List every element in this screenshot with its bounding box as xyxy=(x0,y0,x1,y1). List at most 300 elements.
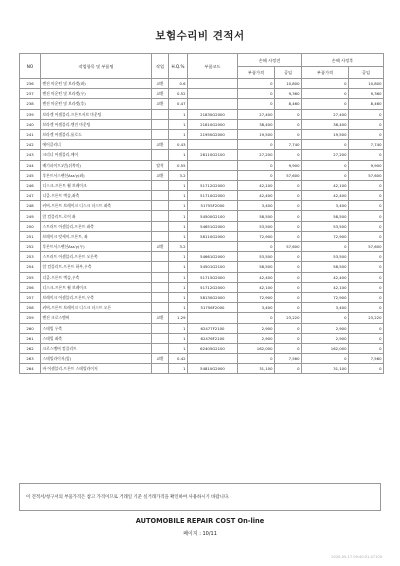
row-no-cell: 246 xyxy=(20,180,41,190)
hqs-cell: 1 xyxy=(169,292,188,302)
hqs-cell: 1 xyxy=(169,129,188,139)
work-type-cell: 교환 xyxy=(152,242,169,252)
labor-after-cell: 7,560 xyxy=(349,354,384,364)
header-parts-price-after: 부품가격 xyxy=(302,67,349,79)
work-type-cell xyxy=(152,109,169,119)
table-row xyxy=(20,282,384,292)
work-type-cell xyxy=(152,262,169,272)
table-row xyxy=(20,140,384,150)
table-row xyxy=(20,160,384,170)
parts-price-after-cell: 0 xyxy=(302,89,349,99)
labor-after-cell: 0 xyxy=(349,180,384,190)
hqs-cell: 1 xyxy=(169,364,188,374)
table-row xyxy=(20,191,384,201)
row-no-cell: 240 xyxy=(20,119,41,129)
parts-price-after-cell: 0 xyxy=(302,170,349,180)
labor-after-cell: 10,800 xyxy=(349,79,384,89)
item-name-cell: 브레이크 앗세이-프론트, 좌 xyxy=(41,231,152,241)
table-row xyxy=(20,150,384,160)
parts-price-after-cell: 53,500 xyxy=(302,252,349,262)
labor-after-cell: 0 xyxy=(349,364,384,374)
labor-before-cell: 0 xyxy=(275,272,302,282)
hqs-cell: 0.47 xyxy=(169,99,188,109)
document-title: 보험수리비 견적서 xyxy=(155,30,245,42)
work-type-cell: 교환 xyxy=(152,354,169,364)
part-code-cell xyxy=(188,354,238,364)
part-code-cell: 58110G2000 xyxy=(188,231,238,241)
labor-before-cell: 0 xyxy=(275,333,302,343)
row-no-cell: 245 xyxy=(20,170,41,180)
row-no-cell: 244 xyxy=(20,160,41,170)
header-labor-after: 공임 xyxy=(349,67,384,79)
item-name-cell: 커버-프론트 브레이크 디스크 더스트 오른 xyxy=(41,303,152,313)
labor-after-cell: 0 xyxy=(349,150,384,160)
work-type-cell xyxy=(152,343,169,353)
part-code-cell: 54810G2000 xyxy=(188,364,238,374)
labor-after-cell: 8,460 xyxy=(349,99,384,109)
hqs-cell: 1 xyxy=(169,282,188,292)
table-row xyxy=(20,129,384,139)
labor-before-cell: 0 xyxy=(275,150,302,160)
estimate-table xyxy=(19,53,384,374)
labor-before-cell: 7,740 xyxy=(275,140,302,150)
labor-before-cell: 0 xyxy=(275,119,302,129)
part-code-cell: 62405G2100 xyxy=(188,343,238,353)
hqs-cell: 1 xyxy=(169,150,188,160)
work-type-cell: 교환 xyxy=(152,79,169,89)
table-row xyxy=(20,252,384,262)
labor-before-cell: 0 xyxy=(275,191,302,201)
parts-price-after-cell: 19,500 xyxy=(302,129,349,139)
parts-price-after-cell: 58,500 xyxy=(302,211,349,221)
item-name-cell: 암 컴플리트-로어 좌 xyxy=(41,211,152,221)
labor-after-cell: 57,600 xyxy=(349,170,384,180)
table-row xyxy=(20,211,384,221)
part-code-cell xyxy=(188,170,238,180)
labor-before-cell: 0 xyxy=(275,180,302,190)
parts-price-before-cell: 0 xyxy=(238,242,275,252)
table-row xyxy=(20,221,384,231)
parts-price-before-cell: 27,200 xyxy=(238,150,275,160)
row-no-cell: 250 xyxy=(20,221,41,231)
item-name-cell: 너클-프론트 액슬,우측 xyxy=(41,272,152,282)
table-row xyxy=(20,343,384,353)
work-type-cell xyxy=(152,292,169,302)
labor-before-cell: 0 xyxy=(275,343,302,353)
row-no-cell: 239 xyxy=(20,109,41,119)
part-code-cell: 21810G2000 xyxy=(188,119,238,129)
parts-price-after-cell: 3,400 xyxy=(302,303,349,313)
item-name-cell: 크로스멤버 컴플리트 xyxy=(41,343,152,353)
table-row xyxy=(20,333,384,343)
work-type-cell xyxy=(152,221,169,231)
row-no-cell: 260 xyxy=(20,323,41,333)
parts-price-before-cell: 38,400 xyxy=(238,119,275,129)
labor-before-cell: 10,800 xyxy=(275,79,302,89)
parts-price-after-cell: 2,900 xyxy=(302,323,349,333)
parts-price-before-cell: 42,100 xyxy=(238,180,275,190)
labor-before-cell: 23,220 xyxy=(275,313,302,323)
parts-price-before-cell: 72,900 xyxy=(238,231,275,241)
parts-price-after-cell: 0 xyxy=(302,242,349,252)
table-row xyxy=(20,364,384,374)
part-code-cell xyxy=(188,140,238,150)
item-name-cell: 너클-프론트 액슬,좌측 xyxy=(41,191,152,201)
labor-after-cell: 0 xyxy=(349,191,384,201)
labor-before-cell: 57,600 xyxy=(275,170,302,180)
row-no-cell: 253 xyxy=(20,252,41,262)
item-name-cell: 스트러트 어셈블리-프론트 오른쪽 xyxy=(41,252,152,262)
header-no: NO xyxy=(20,54,41,79)
labor-before-cell: 7,560 xyxy=(275,354,302,364)
hqs-cell: 0.6 xyxy=(169,79,188,89)
part-code-cell xyxy=(188,242,238,252)
work-type-cell: 교환 xyxy=(152,170,169,180)
labor-after-cell: 23,220 xyxy=(349,313,384,323)
item-name-cell: 스테빌라이저(앞) xyxy=(41,354,152,364)
parts-price-before-cell: 0 xyxy=(238,170,275,180)
item-name-cell: 브라켓 어셈블리-롤로드 xyxy=(41,129,152,139)
work-type-cell xyxy=(152,119,169,129)
labor-before-cell: 0 xyxy=(275,364,302,374)
row-no-cell: 259 xyxy=(20,313,41,323)
item-name-cell: 엔진 크로스멤버 xyxy=(41,313,152,323)
item-name-cell: 브라켓 어셈블리-프론트서브 마운팅 xyxy=(41,109,152,119)
part-code-cell: 51710G2000 xyxy=(188,191,238,201)
parts-price-after-cell: 162,000 xyxy=(302,343,349,353)
parts-price-before-cell: 2,900 xyxy=(238,323,275,333)
labor-after-cell: 0 xyxy=(349,211,384,221)
labor-before-cell: 8,460 xyxy=(275,99,302,109)
labor-after-cell: 0 xyxy=(349,252,384,262)
work-type-cell xyxy=(152,282,169,292)
parts-price-before-cell: 0 xyxy=(238,89,275,99)
labor-after-cell: 0 xyxy=(349,231,384,241)
hqs-cell: 1 xyxy=(169,109,188,119)
item-name-cell: 엔진 마운틴 및 브라켓(후) xyxy=(41,99,152,109)
part-code-cell xyxy=(188,99,238,109)
hqs-cell: 1 xyxy=(169,333,188,343)
work-type-cell xyxy=(152,333,169,343)
parts-price-before-cell: 3,400 xyxy=(238,303,275,313)
parts-price-before-cell: 0 xyxy=(238,354,275,364)
parts-price-before-cell: 3,400 xyxy=(238,201,275,211)
part-code-cell: 28110G2100 xyxy=(188,150,238,160)
work-type-cell xyxy=(152,211,169,221)
table-row xyxy=(20,354,384,364)
header-before-assessment: 손해 사정전 xyxy=(238,54,302,67)
table-row xyxy=(20,201,384,211)
parts-price-after-cell: 38,400 xyxy=(302,119,349,129)
labor-after-cell: 0 xyxy=(349,282,384,292)
row-no-cell: 254 xyxy=(20,262,41,272)
parts-price-after-cell: 0 xyxy=(302,313,349,323)
labor-before-cell: 0 xyxy=(275,231,302,241)
item-name-cell: 엔진 마운틴 및 브라켓(좌) xyxy=(41,79,152,89)
part-code-cell: 54500G2100 xyxy=(188,211,238,221)
part-code-cell: 62476F2100 xyxy=(188,333,238,343)
labor-after-cell: 0 xyxy=(349,119,384,129)
hqs-cell: 1 xyxy=(169,272,188,282)
parts-price-before-cell: 42,400 xyxy=(238,272,275,282)
work-type-cell xyxy=(152,180,169,190)
labor-before-cell: 0 xyxy=(275,262,302,272)
header-item-name: 작업항목 및 부품명 xyxy=(41,54,152,79)
parts-price-after-cell: 2,900 xyxy=(302,333,349,343)
hqs-cell: 1 xyxy=(169,343,188,353)
parts-price-after-cell: 58,500 xyxy=(302,262,349,272)
parts-price-after-cell: 27,200 xyxy=(302,150,349,160)
hqs-cell: 1 xyxy=(169,211,188,221)
hqs-cell: 1 xyxy=(169,119,188,129)
table-row xyxy=(20,99,384,109)
part-code-cell: 51715G2000 xyxy=(188,272,238,282)
hqs-cell: 1 xyxy=(169,231,188,241)
row-no-cell: 257 xyxy=(20,292,41,302)
row-no-cell: 256 xyxy=(20,282,41,292)
row-no-cell: 243 xyxy=(20,150,41,160)
work-type-cell xyxy=(152,231,169,241)
item-name-cell: 스트러트 어셈블리-프론트 좌측 xyxy=(41,221,152,231)
table-row xyxy=(20,79,384,89)
parts-price-after-cell: 0 xyxy=(302,160,349,170)
labor-before-cell: 0 xyxy=(275,282,302,292)
labor-after-cell: 0 xyxy=(349,109,384,119)
labor-before-cell: 0 xyxy=(275,129,302,139)
part-code-cell: 54661G2000 xyxy=(188,252,238,262)
work-type-cell: 교환 xyxy=(152,89,169,99)
table-row xyxy=(20,89,384,99)
work-type-cell xyxy=(152,272,169,282)
table-row xyxy=(20,272,384,282)
print-timestamp: 2020-05-17 09:40:51.47100 xyxy=(331,555,382,559)
table-row xyxy=(20,242,384,252)
hqs-cell: 1 xyxy=(169,201,188,211)
row-no-cell: 261 xyxy=(20,333,41,343)
work-type-cell xyxy=(152,323,169,333)
parts-price-before-cell: 53,500 xyxy=(238,221,275,231)
hqs-cell: 1 xyxy=(169,221,188,231)
work-type-cell: 탈착 xyxy=(152,160,169,170)
header-part-code: 부품코드 xyxy=(188,54,238,79)
labor-after-cell: 0 xyxy=(349,292,384,302)
part-code-cell: 54501G2100 xyxy=(188,262,238,272)
header-parts-price-before: 부품가격 xyxy=(238,67,275,79)
row-no-cell: 247 xyxy=(20,191,41,201)
part-code-cell xyxy=(188,89,238,99)
table-row xyxy=(20,170,384,180)
labor-before-cell: 57,600 xyxy=(275,242,302,252)
header-after-assessment: 손해 사정후 xyxy=(302,54,384,67)
labor-before-cell: 9,900 xyxy=(275,160,302,170)
parts-price-after-cell: 42,100 xyxy=(302,282,349,292)
labor-before-cell: 0 xyxy=(275,211,302,221)
labor-after-cell: 0 xyxy=(349,303,384,313)
parts-price-after-cell: 42,100 xyxy=(302,180,349,190)
part-code-cell: 21830G2000 xyxy=(188,109,238,119)
table-row xyxy=(20,323,384,333)
parts-price-after-cell: 42,400 xyxy=(302,191,349,201)
hqs-cell: 0.42 xyxy=(169,354,188,364)
parts-price-before-cell: 0 xyxy=(238,313,275,323)
parts-price-before-cell: 31,100 xyxy=(238,364,275,374)
row-no-cell: 255 xyxy=(20,272,41,282)
work-type-cell xyxy=(152,129,169,139)
parts-price-after-cell: 53,500 xyxy=(302,221,349,231)
part-code-cell xyxy=(188,160,238,170)
row-no-cell: 248 xyxy=(20,201,41,211)
labor-after-cell: 0 xyxy=(349,333,384,343)
work-type-cell xyxy=(152,364,169,374)
hqs-cell: 1 xyxy=(169,180,188,190)
part-code-cell: 21950G2000 xyxy=(188,129,238,139)
header-work: 작업 xyxy=(152,54,169,79)
parts-price-before-cell: 2,900 xyxy=(238,333,275,343)
item-name-cell: 스테빌 우측 xyxy=(41,323,152,333)
part-code-cell xyxy=(188,79,238,89)
row-no-cell: 249 xyxy=(20,211,41,221)
labor-before-cell: 0 xyxy=(275,292,302,302)
labor-after-cell: 0 xyxy=(349,272,384,282)
table-row xyxy=(20,180,384,190)
part-code-cell: 51755F2000 xyxy=(188,201,238,211)
parts-price-before-cell: 0 xyxy=(238,160,275,170)
table-row xyxy=(20,303,384,313)
item-name-cell: 스테빌 좌측 xyxy=(41,333,152,343)
labor-before-cell: 0 xyxy=(275,221,302,231)
labor-after-cell: 0 xyxy=(349,262,384,272)
row-no-cell: 262 xyxy=(20,343,41,353)
item-name-cell: 엔진 마운틴 및 브라켓(우) xyxy=(41,89,152,99)
labor-before-cell: 0 xyxy=(275,252,302,262)
work-type-cell xyxy=(152,201,169,211)
row-no-cell: 263 xyxy=(20,354,41,364)
parts-price-before-cell: 58,500 xyxy=(238,211,275,221)
hqs-cell: 1 xyxy=(169,323,188,333)
parts-price-after-cell: 0 xyxy=(302,140,349,150)
item-name-cell: 커버-프론트 브레이크 디스크 더스트 좌측 xyxy=(41,201,152,211)
parts-price-before-cell: 162,000 xyxy=(238,343,275,353)
hqs-cell: 1 xyxy=(169,191,188,201)
item-name-cell: 브라켓 어셈블리-엔진 마운팅 xyxy=(41,119,152,129)
row-no-cell: 258 xyxy=(20,303,41,313)
item-name-cell: 디스크-프론트 휠 브레이크 xyxy=(41,282,152,292)
item-name-cell: 바 어셈블리-프론트 스테빌라이저 xyxy=(41,364,152,374)
table-row xyxy=(20,292,384,302)
work-type-cell: 교환 xyxy=(152,140,169,150)
labor-before-cell: 0 xyxy=(275,303,302,313)
item-name-cell: 브레이크 어셈블리-프론트,우측 xyxy=(41,292,152,302)
table-row xyxy=(20,313,384,323)
item-name-cell: 에어클리너 xyxy=(41,140,152,150)
labor-after-cell: 57,600 xyxy=(349,242,384,252)
parts-price-after-cell: 72,900 xyxy=(302,292,349,302)
table-row xyxy=(20,231,384,241)
parts-price-after-cell: 27,400 xyxy=(302,109,349,119)
labor-after-cell: 9,360 xyxy=(349,89,384,99)
parts-price-before-cell: 53,500 xyxy=(238,252,275,262)
parts-price-before-cell: 42,400 xyxy=(238,191,275,201)
hqs-cell: 1 xyxy=(169,262,188,272)
row-no-cell: 238 xyxy=(20,99,41,109)
header-hqs: H.Q.% xyxy=(169,54,188,79)
parts-price-before-cell: 0 xyxy=(238,140,275,150)
part-code-cell xyxy=(188,313,238,323)
part-code-cell: 51712G2000 xyxy=(188,180,238,190)
hqs-cell: 0.55 xyxy=(169,160,188,170)
hqs-cell: 3.2 xyxy=(169,242,188,252)
footer-brand: AUTOMOBILE REPAIR COST On-line xyxy=(135,517,265,525)
part-code-cell: 51756F2000 xyxy=(188,303,238,313)
hqs-cell: 0.43 xyxy=(169,140,188,150)
row-no-cell: 251 xyxy=(20,231,41,241)
row-no-cell: 242 xyxy=(20,140,41,150)
labor-after-cell: 0 xyxy=(349,323,384,333)
parts-price-after-cell: 0 xyxy=(302,79,349,89)
labor-before-cell: 0 xyxy=(275,323,302,333)
parts-price-before-cell: 42,100 xyxy=(238,282,275,292)
labor-before-cell: 0 xyxy=(275,201,302,211)
labor-after-cell: 7,740 xyxy=(349,140,384,150)
labor-after-cell: 0 xyxy=(349,221,384,231)
table-row xyxy=(20,119,384,129)
parts-price-before-cell: 72,900 xyxy=(238,292,275,302)
parts-price-before-cell: 58,500 xyxy=(238,262,275,272)
parts-price-after-cell: 72,900 xyxy=(302,231,349,241)
labor-after-cell: 0 xyxy=(349,343,384,353)
row-no-cell: 236 xyxy=(20,79,41,89)
part-code-cell: 51712G2000 xyxy=(188,282,238,292)
labor-before-cell: 9,360 xyxy=(275,89,302,99)
work-type-cell xyxy=(152,150,169,160)
parts-price-before-cell: 0 xyxy=(238,79,275,89)
parts-price-before-cell: 27,400 xyxy=(238,109,275,119)
parts-price-after-cell: 0 xyxy=(302,354,349,364)
hqs-cell: 1 xyxy=(169,303,188,313)
work-type-cell: 교환 xyxy=(152,313,169,323)
item-name-cell: 후론트서스펜션Ass'y(좌) xyxy=(41,170,152,180)
work-type-cell xyxy=(152,191,169,201)
hqs-cell: 0.52 xyxy=(169,89,188,99)
item-name-cell: 암 컴플리트-프론트 하부,우측 xyxy=(41,262,152,272)
labor-after-cell: 0 xyxy=(349,129,384,139)
labor-after-cell: 9,900 xyxy=(349,160,384,170)
row-no-cell: 264 xyxy=(20,364,41,374)
row-no-cell: 252 xyxy=(20,242,41,252)
work-type-cell xyxy=(152,303,169,313)
work-type-cell: 교환 xyxy=(152,99,169,109)
item-name-cell: 디스크-프론트 휠 브레이크 xyxy=(41,180,152,190)
table-row xyxy=(20,109,384,119)
item-name-cell: 크리너 어셈블리-에어 xyxy=(41,150,152,160)
header-labor-before: 공임 xyxy=(275,67,302,79)
hqs-cell: 3.2 xyxy=(169,170,188,180)
parts-price-after-cell: 0 xyxy=(302,99,349,109)
labor-before-cell: 0 xyxy=(275,109,302,119)
page-number: 페이지 : 10/11 xyxy=(183,531,217,537)
parts-price-after-cell: 31,100 xyxy=(302,364,349,374)
hqs-cell: 1.29 xyxy=(169,313,188,323)
row-no-cell: 241 xyxy=(20,129,41,139)
price-notice: 이 견적서/청구서의 부품가격은 참고 가격이므로 거래일 기준 실거래가격을 확인하여 사용하시기 바랍니다. xyxy=(19,483,381,511)
part-code-cell: 54651G2000 xyxy=(188,221,238,231)
parts-price-after-cell: 3,400 xyxy=(302,201,349,211)
labor-after-cell: 0 xyxy=(349,201,384,211)
table-row xyxy=(20,262,384,272)
part-code-cell: 58130G2000 xyxy=(188,292,238,302)
work-type-cell xyxy=(152,252,169,262)
parts-price-before-cell: 19,500 xyxy=(238,129,275,139)
